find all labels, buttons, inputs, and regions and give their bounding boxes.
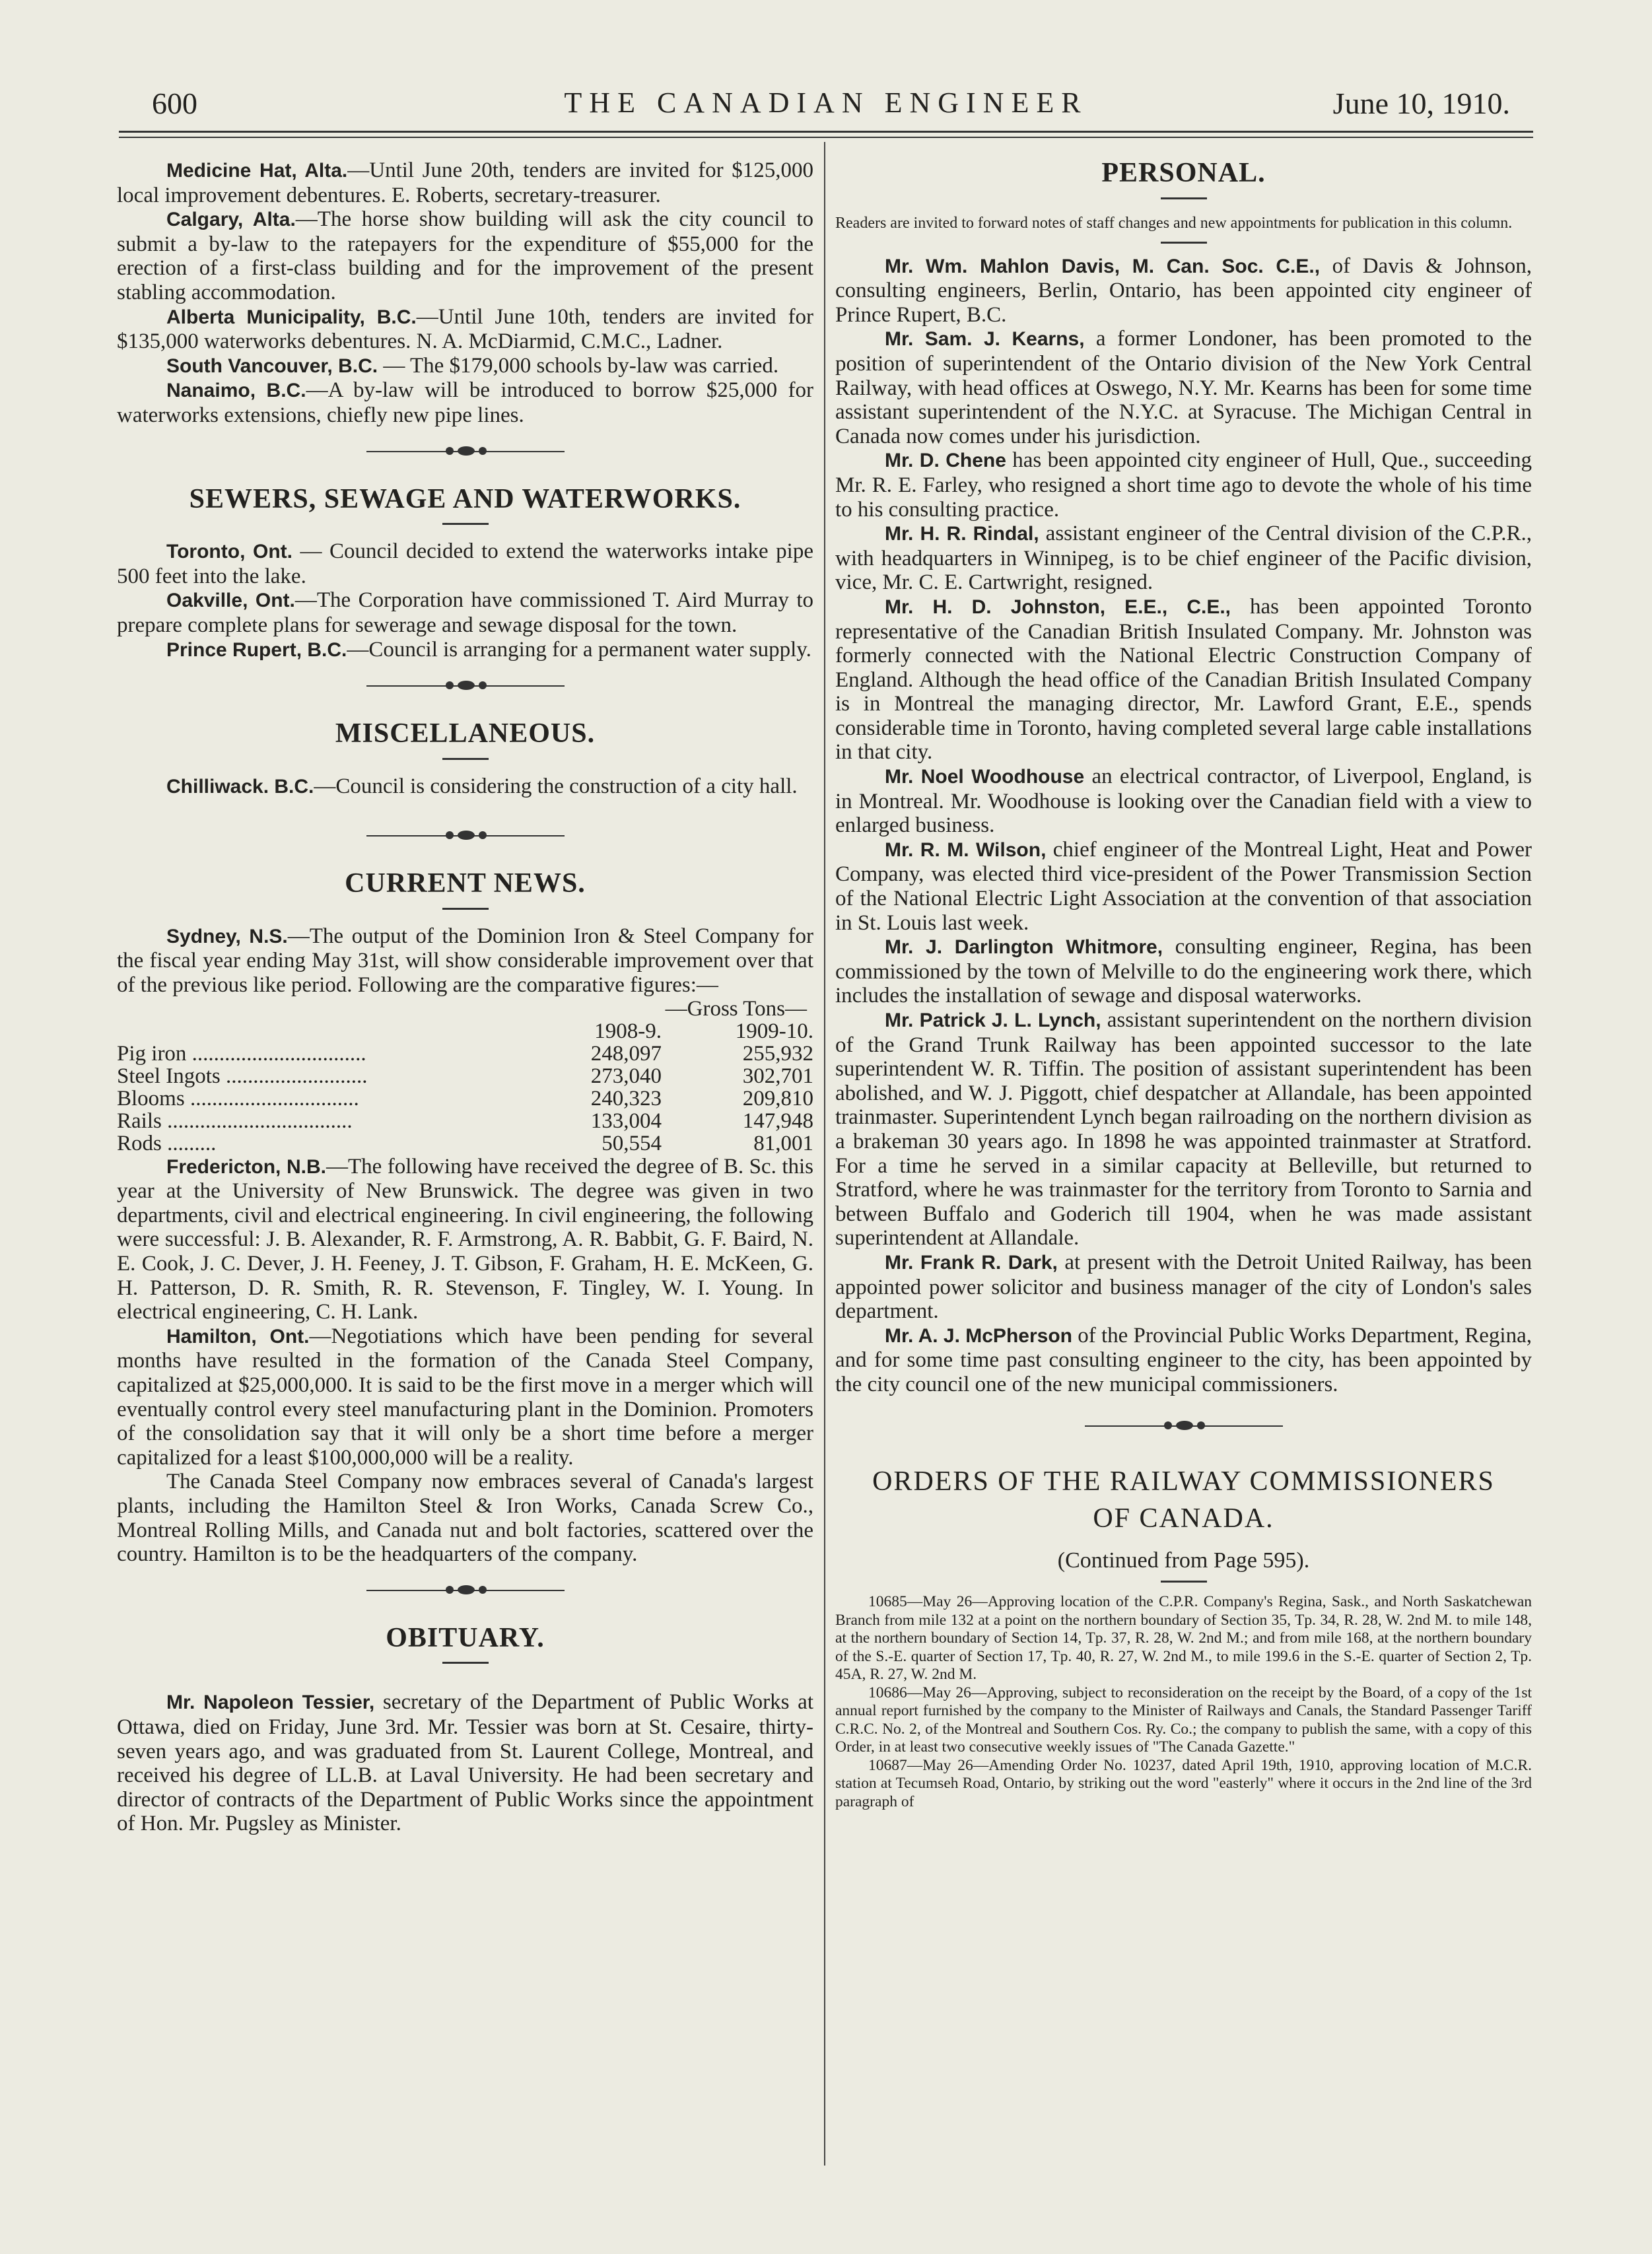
issue-date: June 10, 1910. xyxy=(1332,86,1510,120)
news-item xyxy=(117,774,813,800)
item-lead: Mr. Noel Woodhouse xyxy=(885,766,1085,788)
table-cell: 248,097 xyxy=(590,1041,662,1066)
news-item xyxy=(117,305,813,354)
personal-item xyxy=(835,1250,1532,1324)
item-text: —A by-law will be introduced to borrow $25,000 for waterworks extensions, chiefly new pipe lines. xyxy=(117,378,813,427)
item-lead: Mr. Patrick J. L. Lynch, xyxy=(885,1009,1101,1031)
item-text: consulting engineer, Regina, has been commissioned by the town of Melville to do the engineering work there, which includes the installation of sewage and disposal waterworks. xyxy=(835,935,1532,1008)
table-header-row xyxy=(117,1020,813,1042)
item-lead: Mr. Napoleon Tessier, xyxy=(166,1691,375,1714)
table-cell: 133,004 xyxy=(590,1109,662,1133)
table-cell: 273,040 xyxy=(590,1064,662,1088)
item-lead: Mr. H. R. Rindal, xyxy=(885,523,1039,545)
table-cell: 255,932 xyxy=(742,1041,813,1066)
item-lead: Oakville, Ont. xyxy=(166,590,295,612)
item-text: —Until June 10th, tenders are invited for $135,000 waterworks debentures. N. A. McDiarmid, C.M.C., Ladner. xyxy=(117,304,813,354)
right-column xyxy=(835,158,1532,1811)
news-paragraph: The Canada Steel Company now embraces several of Canada's largest plants, including the Hamilton Steel & Iron Works, Canada Screw Co., Montreal Rolling Mills, and Canada nut and bolt factories, scattered over the country. Hamilton is to be the headquarters of the company. xyxy=(117,1470,813,1567)
table-cell: Rails .................................. xyxy=(117,1109,353,1133)
news-item xyxy=(117,354,813,379)
news-item xyxy=(117,539,813,588)
gross-tons-table xyxy=(117,998,813,1155)
personal-note: Readers are invited to forward notes of staff changes and new appointments for publication in this column. xyxy=(835,214,1513,232)
item-text: —The output of the Dominion Iron & Steel Company for the fiscal year ending May 31st, will show considerable improvement over that of the previous like period. Following are the comparative figures:— xyxy=(117,924,813,998)
section-ornament xyxy=(366,445,565,458)
personal-item xyxy=(835,838,1532,935)
table-col-header: 1909-10. xyxy=(735,1019,813,1043)
item-lead: Hamilton, Ont. xyxy=(166,1325,310,1348)
page-header xyxy=(119,78,1533,131)
short-rule xyxy=(442,908,489,910)
section-heading-miscellaneous: MISCELLANEOUS. xyxy=(335,718,596,749)
item-lead: Nanaimo, B.C. xyxy=(166,380,306,402)
personal-item xyxy=(835,765,1532,838)
item-text: has been appointed Toronto representative of the Canadian British Insulated Company. Mr. Johnston was formerly connected with the National Electric Construction Company of England. Although the head office of the Canadian British Insulated Company is in Montreal the managing director, Mr. Lawford Grant, E.E., spends considerable time in Toronto, having completed several large cable installations in that city. xyxy=(835,594,1532,765)
table-cell: Rods ......... xyxy=(117,1131,217,1155)
table-row xyxy=(117,1087,813,1110)
short-rule xyxy=(1161,197,1207,199)
column-divider xyxy=(824,142,825,2166)
item-lead: Alberta Municipality, B.C. xyxy=(166,306,417,328)
personal-item xyxy=(835,1008,1532,1250)
item-text: —Council is considering the construction of a city hall. xyxy=(314,774,798,798)
item-lead: Medicine Hat, Alta. xyxy=(166,160,348,182)
item-lead: Mr. J. Darlington Whitmore, xyxy=(885,936,1163,959)
header-rule-thin xyxy=(119,137,1533,138)
table-cell: 302,701 xyxy=(742,1064,813,1088)
item-text: —The horse show building will ask the city council to submit a by-law to the ratepayers for the expenditure of $55,000 for the erection of a first-class building and for the improvement of the present stabling accommodation. xyxy=(117,207,813,304)
order-item: 10685—May 26—Approving location of the C.P.R. Company's Regina, Sask., and North Saskatchewan Branch from mile 132 at a point on the northern boundary of Section 35, Tp. 34, R. 28, W. 2nd M. to mile 148, at the northern boundary of Section 14, Tp. 37, R. 28, W. 2nd M.; and from mile 168, at the northern boundary of the S.-E. quarter of Section 17, Tp. 40, R. 27, W. 2nd M., to mile 199.6 in the S.-E. quarter of Section 2, Tp. 45A, R. 27, W. 2nd M. xyxy=(835,1593,1532,1684)
item-lead: Chilliwack. B.C. xyxy=(166,775,314,798)
item-lead: Mr. D. Chene xyxy=(885,450,1006,472)
table-cell: 240,323 xyxy=(590,1086,662,1110)
news-item xyxy=(117,1155,813,1324)
table-cell: Blooms ............................... xyxy=(117,1086,359,1110)
left-column xyxy=(117,158,813,1836)
table-cell: 50,554 xyxy=(602,1131,662,1155)
order-item: 10686—May 26—Approving, subject to reconsideration on the receipt by the Board, of a copy of the 1st annual report furnished by the company to the Minister of Railways and Canals, the Standard Passenger Tariff C.R.C. No. 2, of the Montreal and Southern Cos. Ry. Co.; the company to publish the same, with a copy of this Order, in at least two consecutive weekly issues of "The Canada Gazette." xyxy=(835,1684,1532,1756)
section-heading-orders-line2: OF CANADA. xyxy=(1093,1503,1274,1534)
item-text: — The $179,000 schools by-law was carried. xyxy=(378,353,779,378)
item-text: at present with the Detroit United Railway, has been appointed power solicitor and business manager of the city of London's sales department. xyxy=(835,1250,1532,1324)
order-item: 10687—May 26—Amending Order No. 10237, dated April 19th, 1910, approving location of M.C.R. station at Tecumseh Road, Ontario, by striking out the word "easterly" where it occurs in the 2nd line of the 3rd paragraph of xyxy=(835,1756,1532,1810)
section-heading-obituary: OBITUARY. xyxy=(386,1622,545,1653)
item-lead: Calgary, Alta. xyxy=(166,209,296,231)
personal-item xyxy=(835,254,1532,327)
table-row xyxy=(117,1042,813,1065)
item-lead: Mr. Sam. J. Kearns, xyxy=(885,328,1085,351)
header-rule xyxy=(119,131,1533,133)
section-ornament xyxy=(366,829,565,842)
obituary-item xyxy=(117,1690,813,1836)
news-item xyxy=(117,158,813,207)
section-heading-current-news: CURRENT NEWS. xyxy=(345,868,586,899)
item-text: of Davis & Johnson, consulting engineers, Berlin, Ontario, has been appointed city engineer of Prince Rupert, B.C. xyxy=(835,254,1532,327)
personal-item xyxy=(835,935,1532,1008)
journal-title: THE CANADIAN ENGINEER xyxy=(564,86,1088,119)
item-lead: Mr. R. M. Wilson, xyxy=(885,838,1047,861)
personal-item xyxy=(835,448,1532,522)
orders-subheading: (Continued from Page 595). xyxy=(1057,1548,1310,1573)
item-text: —Negotiations which have been pending for several months have resulted in the formation of the Canada Steel Company, capitalized at $25,000,000. It is said to be the first move in a merger which will eventually control every steel manufacturing plant in the Dominion. Promoters of the consolidation say that it will only be a short time before a merger capitalized for a least $100,000,000 will be a reality. xyxy=(117,1324,813,1470)
news-item xyxy=(117,588,813,637)
item-text: —Until June 20th, tenders are invited for $125,000 local improvement debentures. E. Roberts, secretary-treasurer. xyxy=(117,158,814,207)
table-header-row xyxy=(117,998,813,1020)
item-lead: Mr. H. D. Johnston, E.E., C.E., xyxy=(885,596,1231,618)
news-item xyxy=(117,378,813,427)
section-heading-sewers: SEWERS, SEWAGE AND WATERWORKS. xyxy=(189,483,741,514)
item-text: chief engineer of the Montreal Light, Heat and Power Company, was elected third vice-president of the Power Transmission Section of the National Electric Light Association at the convention of that association in St. Louis last week. xyxy=(835,837,1532,935)
item-lead: Mr. Wm. Mahlon Davis, M. Can. Soc. C.E., xyxy=(885,255,1321,277)
table-col-header: 1908-9. xyxy=(594,1019,662,1043)
item-lead: Sydney, N.S. xyxy=(166,925,288,947)
news-item xyxy=(117,638,813,663)
section-ornament xyxy=(1085,1419,1283,1433)
table-cell: 81,001 xyxy=(753,1131,813,1155)
personal-item xyxy=(835,595,1532,765)
item-text: a former Londoner, has been promoted to the position of superintendent of the Ontario division of the New York Central Railway, with head offices at Oswego, N.Y. Mr. Kearns has been for some time assistant superintendent of the N.Y.C. at Syracuse. The Michigan Central in Canada now comes under his jurisdiction. xyxy=(835,327,1532,448)
news-item xyxy=(117,924,813,998)
item-text: —The following have received the degree of B. Sc. this year at the University of New Brunswick. The degree was given in two departments, civil and electrical engineering. In civil engineering, the following were successful: J. B. Alexander, R. F. Armstrong, A. R. Babbit, G. F. Baird, N. E. Cook, J. C. Dever, J. H. Feeney, J. T. Gibson, F. Graham, H. E. McKeen, G. H. Patterson, D. R. Smith, R. R. Stevenson, F. Tingley, W. I. Young. In electrical engineering, C. H. Lank. xyxy=(117,1154,813,1324)
item-lead: Toronto, Ont. xyxy=(166,541,293,563)
item-text: —The Corporation have commissioned T. Aird Murray to prepare complete plans for sewerage and sewage disposal for the town. xyxy=(117,588,813,637)
table-cell: Pig iron ................................ xyxy=(117,1041,366,1066)
news-item xyxy=(117,1324,813,1470)
personal-item xyxy=(835,1324,1532,1397)
item-text: secretary of the Department of Public Works at Ottawa, died on Friday, June 3rd. Mr. Tessier was born at St. Cesaire, thirty-seven years ago, and was graduated from St. Laurent College, Montreal, and received his degree of LL.B. at Laval University. He had been secretary and director of contracts of the Department of Public Works since the appointment of Hon. Mr. Pugsley as Minister. xyxy=(117,1690,814,1836)
item-lead: Fredericton, N.B. xyxy=(166,1155,326,1178)
short-rule xyxy=(1161,242,1207,244)
short-rule xyxy=(442,523,489,525)
item-lead: Mr. Frank R. Dark, xyxy=(885,1251,1058,1274)
item-lead: Prince Rupert, B.C. xyxy=(166,638,347,661)
table-row xyxy=(117,1110,813,1132)
personal-item xyxy=(835,522,1532,595)
item-lead: South Vancouver, B.C. xyxy=(166,355,378,377)
item-text: has been appointed city engineer of Hull, Que., succeeding Mr. R. E. Farley, who resigned a short time ago to devote the whole of his time to his consulting practice. xyxy=(835,448,1532,522)
table-cell: Steel Ingots .......................... xyxy=(117,1064,368,1088)
item-text: —Council is arranging for a permanent water supply. xyxy=(347,637,811,662)
section-heading-personal: PERSONAL. xyxy=(1101,158,1266,188)
item-text: — Council decided to extend the waterworks intake pipe 500 feet into the lake. xyxy=(117,539,813,588)
section-ornament xyxy=(366,679,565,693)
section-ornament xyxy=(366,1584,565,1597)
personal-item xyxy=(835,327,1532,448)
item-text: of the Provincial Public Works Department, Regina, and for some time past consulting engineer to the city, has been appointed by the city council one of the new municipal commissioners. xyxy=(835,1323,1532,1396)
item-text: assistant engineer of the Central division of the C.P.R., with headquarters in Winnipeg, is to be chief engineer of the Pacific division, vice, Mr. C. E. Cartwright, resigned. xyxy=(835,522,1532,595)
table-row xyxy=(117,1065,813,1087)
table-cell: 209,810 xyxy=(742,1086,813,1110)
table-group-header: —Gross Tons— xyxy=(665,996,807,1021)
table-cell: 147,948 xyxy=(742,1109,813,1133)
item-lead: Mr. A. J. McPherson xyxy=(885,1324,1072,1347)
orders-list xyxy=(835,1593,1532,1811)
section-heading-orders: ORDERS OF THE RAILWAY COMMISSIONERS xyxy=(872,1466,1495,1497)
news-item xyxy=(117,207,813,304)
page-number: 600 xyxy=(152,86,197,120)
short-rule xyxy=(442,1662,489,1664)
item-text: assistant superintendent on the northern division of the Grand Trunk Railway has been appointed successor to the late superintendent W. R. Tiffin. The position of assistant superintendent has been abolished, and W. J. Piggott, chief despatcher at Allandale, has been appointed trainmaster. Superintendent Lynch began railroading on the northern division as a brakeman 30 years ago. In 1898 he was appointed trainmaster at Stratford. For a time he served in a similar capacity at Belleville, but returned to Stratford, where he was trainmaster for the territory from Toronto to Sarnia and between Buffalo and Goderich till 1904, when he was made assistant superintendent at Allandale. xyxy=(835,1008,1532,1250)
short-rule xyxy=(442,758,489,760)
item-text: an electrical contractor, of Liverpool, England, is in Montreal. Mr. Woodhouse is looking over the Canadian field with a view to enlarged business. xyxy=(835,765,1532,838)
table-row xyxy=(117,1132,813,1155)
short-rule xyxy=(1161,1581,1207,1583)
